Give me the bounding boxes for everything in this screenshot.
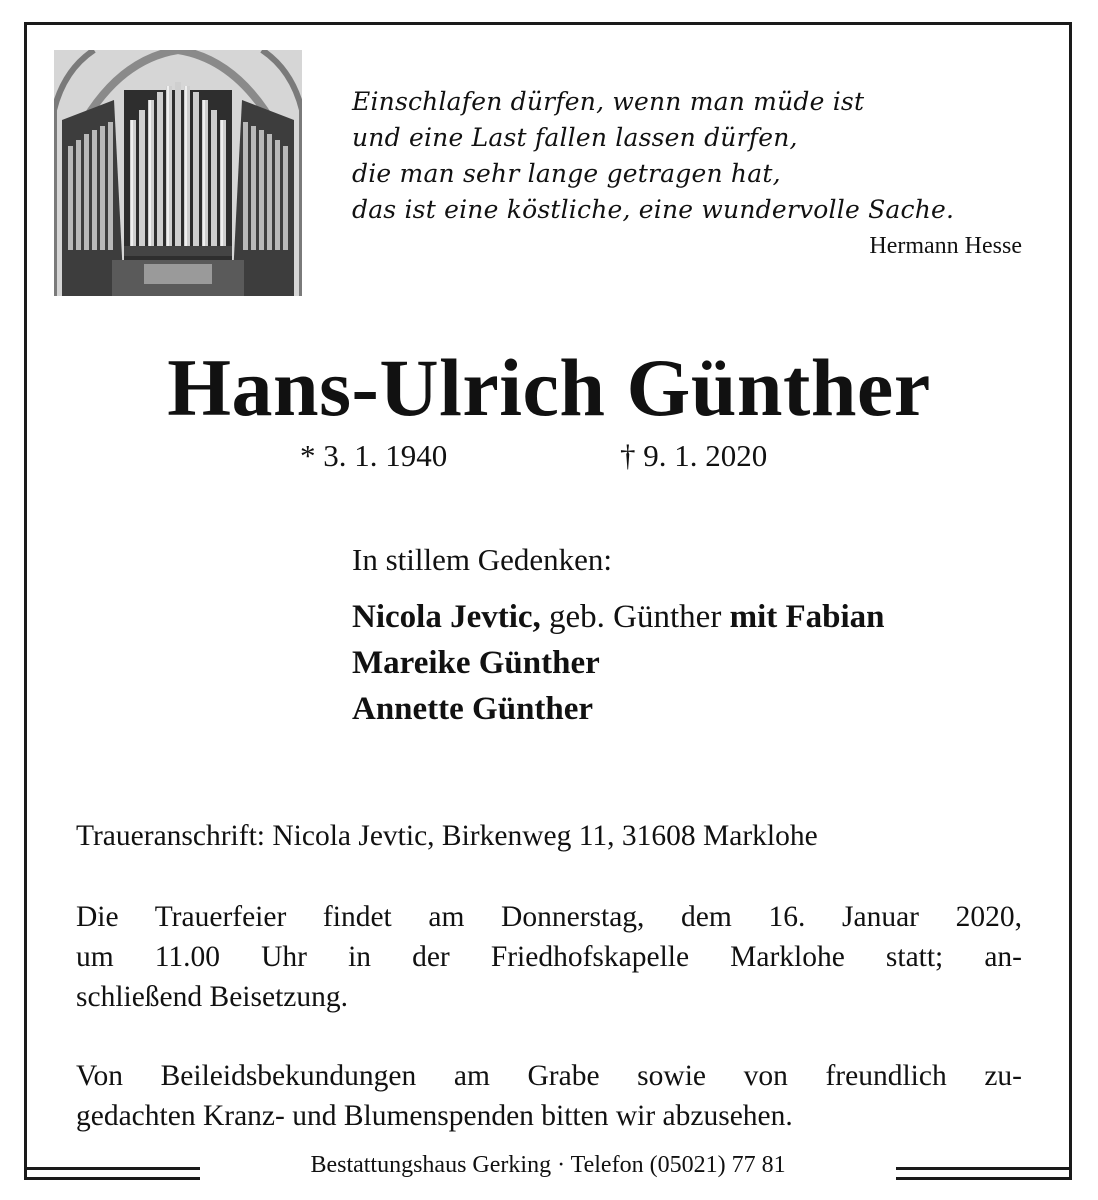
- mourning-intro: In stillem Gedenken:: [352, 542, 612, 577]
- birth-date: * 3. 1. 1940: [300, 438, 448, 473]
- mourner-name: Mareike Günther: [352, 645, 600, 681]
- footer-divider: [896, 1167, 1072, 1170]
- mourner-name: Annette Günther: [352, 691, 594, 727]
- quote-line: die man sehr lange getragen hat,: [352, 159, 781, 188]
- death-date: † 9. 1. 2020: [620, 438, 768, 473]
- paragraph-line: um 11.00 Uhr in der Friedhofskapelle Marklohe statt; an-: [76, 941, 1022, 973]
- mourner-row: [352, 594, 885, 640]
- paragraph-line: Die Trauerfeier findet am Donnerstag, dem 16. Januar 2020,: [76, 901, 1022, 933]
- quote-line: das ist eine köstliche, eine wundervolle Sache.: [352, 195, 955, 224]
- condolence-paragraph: [76, 1056, 1022, 1136]
- deceased-name: Hans-Ulrich Günther: [167, 342, 931, 433]
- footer-divider: [24, 1167, 200, 1170]
- quote-author: Hermann Hesse: [869, 233, 1022, 259]
- mourners-list: [352, 594, 885, 732]
- mourner-note: geb. Günther: [540, 599, 730, 635]
- paragraph-line: schließend Beisetzung.: [76, 981, 348, 1013]
- quote-line: Einschlafen dürfen, wenn man müde ist: [352, 87, 865, 116]
- mourning-address: Traueranschrift: Nicola Jevtic, Birkenweg 11, 31608 Marklohe: [76, 820, 818, 852]
- funeral-home-footer: Bestattungshaus Gerking · Telefon (05021) 77 81: [200, 1150, 896, 1180]
- church-organ-image: [54, 50, 302, 296]
- paragraph-line: gedachten Kranz- und Blumenspenden bitten wir abzusehen.: [76, 1100, 793, 1132]
- mourner-name: mit Fabian: [729, 599, 885, 635]
- mourner-name: Nicola Jevtic,: [352, 599, 541, 635]
- quote: [352, 84, 1024, 228]
- ceremony-paragraph: [76, 897, 1022, 1017]
- paragraph-line: Von Beileidsbekundungen am Grabe sowie von freundlich zu-: [76, 1060, 1022, 1092]
- quote-line: und eine Last fallen lassen dürfen,: [352, 123, 798, 152]
